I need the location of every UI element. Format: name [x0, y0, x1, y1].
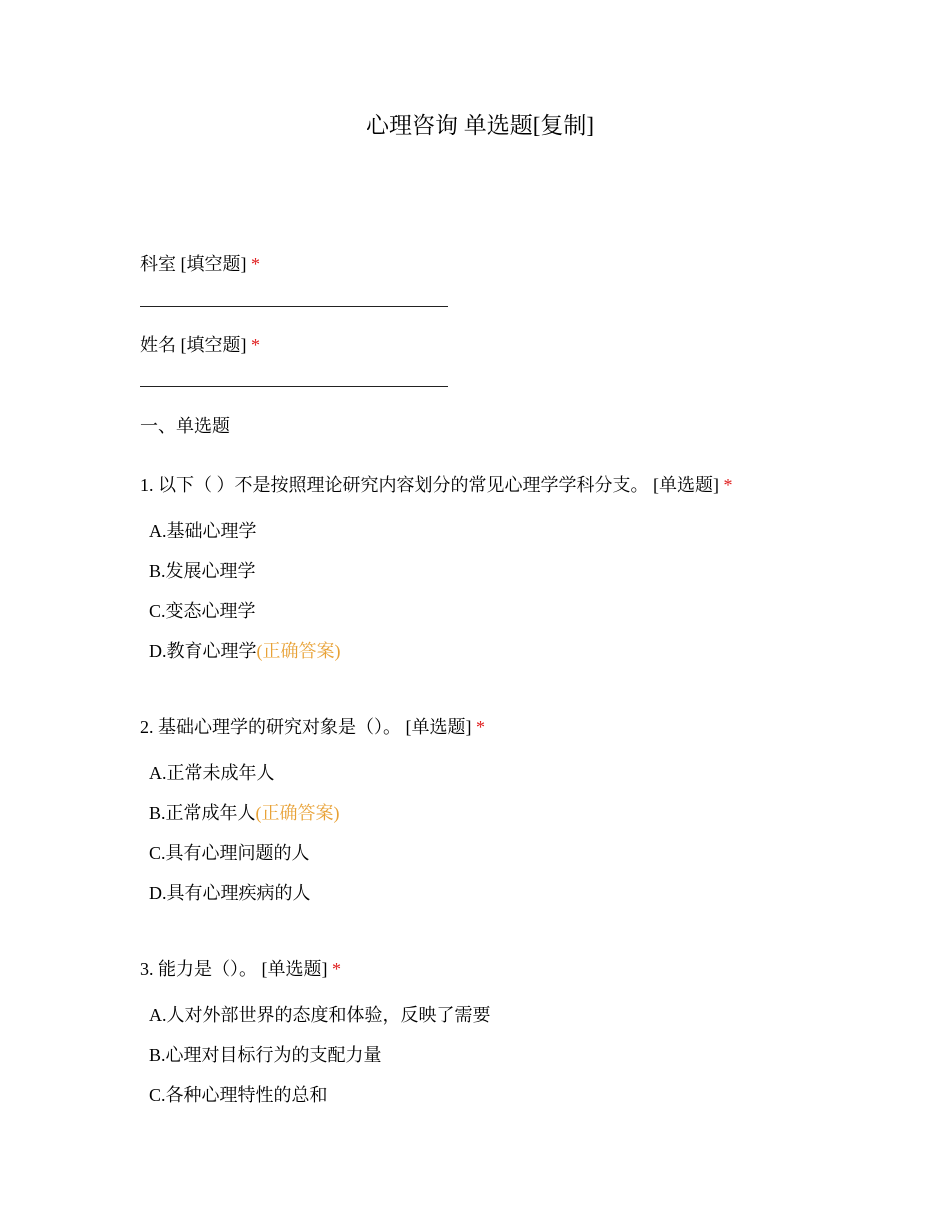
field-type-tag: [填空题]	[180, 335, 247, 355]
required-mark: *	[476, 717, 485, 737]
department-input-line[interactable]	[140, 306, 448, 307]
question-1	[140, 473, 733, 497]
required-mark: *	[723, 475, 733, 495]
name-input-line[interactable]	[140, 386, 448, 387]
question-2	[140, 715, 485, 739]
required-mark: *	[251, 254, 260, 274]
field-department-label	[140, 252, 260, 276]
q3-option-a[interactable]	[149, 1003, 491, 1027]
q1-option-c[interactable]	[149, 599, 256, 623]
question-text: 能力是（）。	[158, 959, 257, 979]
question-number: 2.	[140, 717, 154, 737]
option-text: D.具有心理疾病的人	[149, 883, 311, 903]
field-type-tag: [填空题]	[180, 254, 247, 274]
option-text: C.各种心理特性的总和	[149, 1085, 328, 1105]
option-text: B.心理对目标行为的支配力量	[149, 1045, 382, 1065]
question-number: 1.	[140, 475, 154, 495]
question-type-tag: [单选题]	[653, 475, 719, 495]
option-text: C.变态心理学	[149, 601, 256, 621]
answer-mark: (正确答案)	[256, 641, 341, 661]
question-text: 以下（ ）不是按照理论研究内容划分的常见心理学学科分支。	[158, 475, 649, 495]
option-text: D.教育心理学	[149, 641, 257, 661]
q1-option-d[interactable]	[149, 639, 341, 663]
q1-option-a[interactable]	[149, 519, 257, 543]
field-label: 姓名	[140, 335, 176, 355]
q1-option-b[interactable]	[149, 559, 256, 583]
document-title: 心理咨询 单选题[复制]	[365, 113, 595, 138]
q3-option-b[interactable]	[149, 1043, 382, 1067]
required-mark: *	[332, 959, 341, 979]
option-text: C.具有心理问题的人	[149, 843, 310, 863]
option-text: A.基础心理学	[149, 521, 257, 541]
q2-option-b[interactable]	[149, 801, 340, 825]
option-text: A.正常未成年人	[149, 763, 275, 783]
q2-option-c[interactable]	[149, 841, 310, 865]
option-text: B.发展心理学	[149, 561, 256, 581]
question-number: 3.	[140, 959, 154, 979]
field-label: 科室	[140, 254, 176, 274]
question-type-tag: [单选题]	[261, 959, 328, 979]
option-text: B.正常成年人	[149, 803, 256, 823]
q3-option-c[interactable]	[149, 1083, 328, 1107]
question-text: 基础心理学的研究对象是（）。	[158, 717, 401, 737]
answer-mark: (正确答案)	[255, 803, 340, 823]
question-3	[140, 957, 341, 981]
question-type-tag: [单选题]	[405, 717, 472, 737]
field-name-label	[140, 333, 260, 357]
required-mark: *	[251, 335, 260, 355]
section-title: 一、单选题	[140, 416, 230, 436]
q2-option-a[interactable]	[149, 761, 275, 785]
q2-option-d[interactable]	[149, 881, 311, 905]
option-text: A.人对外部世界的态度和体验，反映了需要	[149, 1005, 491, 1025]
